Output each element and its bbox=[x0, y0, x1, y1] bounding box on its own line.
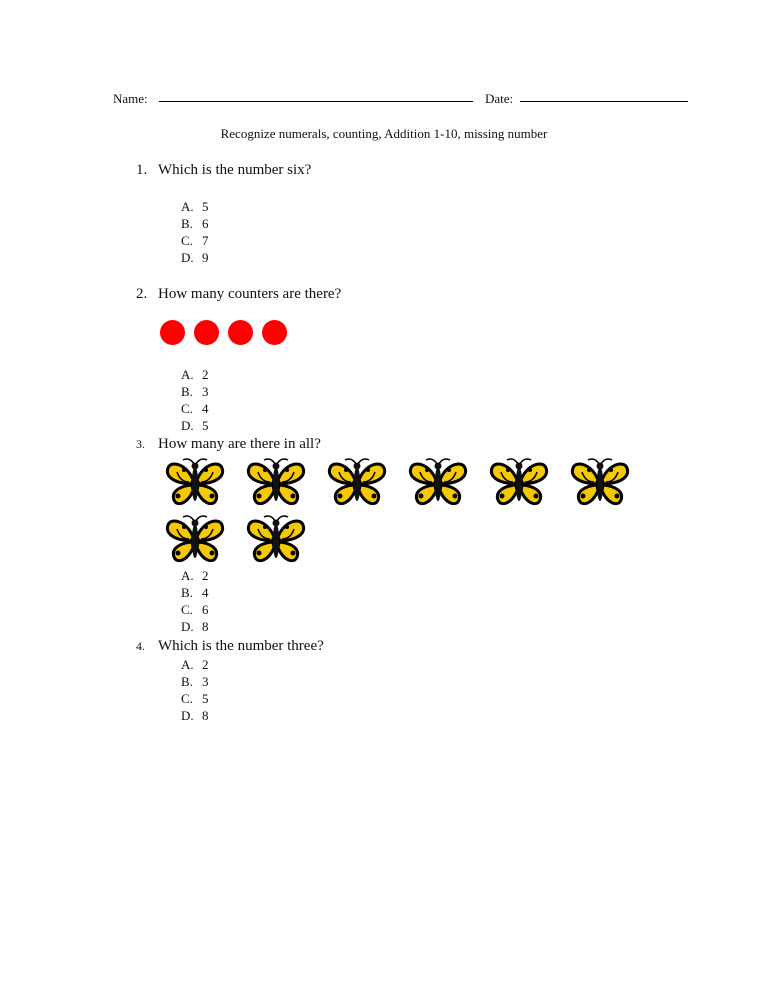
option-a[interactable] bbox=[181, 198, 209, 215]
option-letter: D. bbox=[181, 708, 194, 723]
question-text: How many counters are there? bbox=[158, 286, 342, 302]
option-value: 4 bbox=[202, 585, 209, 600]
question-3 bbox=[136, 436, 321, 453]
worksheet-subtitle: Recognize numerals, counting, Addition 1-10, missing number bbox=[220, 126, 548, 141]
option-letter: C. bbox=[181, 401, 193, 416]
option-a[interactable] bbox=[181, 567, 209, 584]
question-2 bbox=[136, 286, 341, 303]
option-a[interactable] bbox=[181, 366, 209, 383]
question-4-options bbox=[181, 656, 209, 724]
option-value: 5 bbox=[202, 418, 209, 433]
option-value: 8 bbox=[202, 619, 209, 634]
option-d[interactable] bbox=[181, 618, 209, 635]
option-c[interactable] bbox=[181, 690, 209, 707]
question-1-options bbox=[181, 198, 209, 266]
option-value: 6 bbox=[202, 602, 209, 617]
option-b[interactable] bbox=[181, 673, 209, 690]
option-letter: A. bbox=[181, 568, 194, 583]
butterfly-icon bbox=[570, 458, 630, 508]
option-value: 6 bbox=[202, 216, 209, 231]
butterfly-icon bbox=[408, 458, 468, 508]
option-letter: A. bbox=[181, 657, 194, 672]
option-value: 2 bbox=[202, 568, 209, 583]
option-letter: D. bbox=[181, 250, 194, 265]
option-b[interactable] bbox=[181, 584, 209, 601]
name-line bbox=[159, 101, 473, 102]
option-value: 7 bbox=[202, 233, 209, 248]
date-line bbox=[520, 101, 688, 102]
question-4 bbox=[136, 638, 324, 655]
option-d[interactable] bbox=[181, 707, 209, 724]
butterfly-icon bbox=[165, 515, 225, 565]
option-value: 3 bbox=[202, 674, 209, 689]
question-2-options bbox=[181, 366, 209, 434]
option-c[interactable] bbox=[181, 601, 209, 618]
name-label: Name: bbox=[113, 91, 148, 106]
question-number: 2. bbox=[136, 286, 148, 302]
option-c[interactable] bbox=[181, 232, 209, 249]
option-value: 5 bbox=[202, 691, 209, 706]
date-label: Date: bbox=[485, 91, 514, 106]
option-letter: C. bbox=[181, 691, 193, 706]
counter-dot bbox=[160, 320, 185, 345]
option-letter: D. bbox=[181, 619, 194, 634]
counter-dot bbox=[194, 320, 219, 345]
butterfly-icon bbox=[489, 458, 549, 508]
option-b[interactable] bbox=[181, 215, 209, 232]
option-value: 8 bbox=[202, 708, 209, 723]
question-number: 1. bbox=[136, 162, 148, 178]
counter-dot bbox=[262, 320, 287, 345]
option-letter: D. bbox=[181, 418, 194, 433]
option-b[interactable] bbox=[181, 383, 209, 400]
option-letter: A. bbox=[181, 367, 194, 382]
option-value: 2 bbox=[202, 367, 209, 382]
option-letter: C. bbox=[181, 233, 193, 248]
question-text: Which is the number three? bbox=[158, 638, 324, 654]
option-letter: A. bbox=[181, 199, 194, 214]
option-letter: B. bbox=[181, 216, 193, 231]
option-c[interactable] bbox=[181, 400, 209, 417]
option-letter: C. bbox=[181, 602, 193, 617]
question-1 bbox=[136, 162, 311, 179]
butterfly-icon bbox=[327, 458, 387, 508]
name-date-header bbox=[113, 91, 691, 109]
option-letter: B. bbox=[181, 674, 193, 689]
option-d[interactable] bbox=[181, 417, 209, 434]
option-letter: B. bbox=[181, 585, 193, 600]
butterfly-icon bbox=[165, 458, 225, 508]
question-text: Which is the number six? bbox=[158, 162, 312, 178]
butterfly-icon bbox=[246, 458, 306, 508]
question-text: How many are there in all? bbox=[158, 436, 321, 452]
question-number: 4. bbox=[136, 639, 145, 653]
option-d[interactable] bbox=[181, 249, 209, 266]
question-number: 3. bbox=[136, 437, 145, 451]
option-value: 9 bbox=[202, 250, 209, 265]
butterfly-icon bbox=[246, 515, 306, 565]
counter-dot bbox=[228, 320, 253, 345]
option-letter: B. bbox=[181, 384, 193, 399]
option-value: 5 bbox=[202, 199, 209, 214]
question-3-options bbox=[181, 567, 209, 635]
option-value: 3 bbox=[202, 384, 209, 399]
option-value: 4 bbox=[202, 401, 209, 416]
option-a[interactable] bbox=[181, 656, 209, 673]
option-value: 2 bbox=[202, 657, 209, 672]
